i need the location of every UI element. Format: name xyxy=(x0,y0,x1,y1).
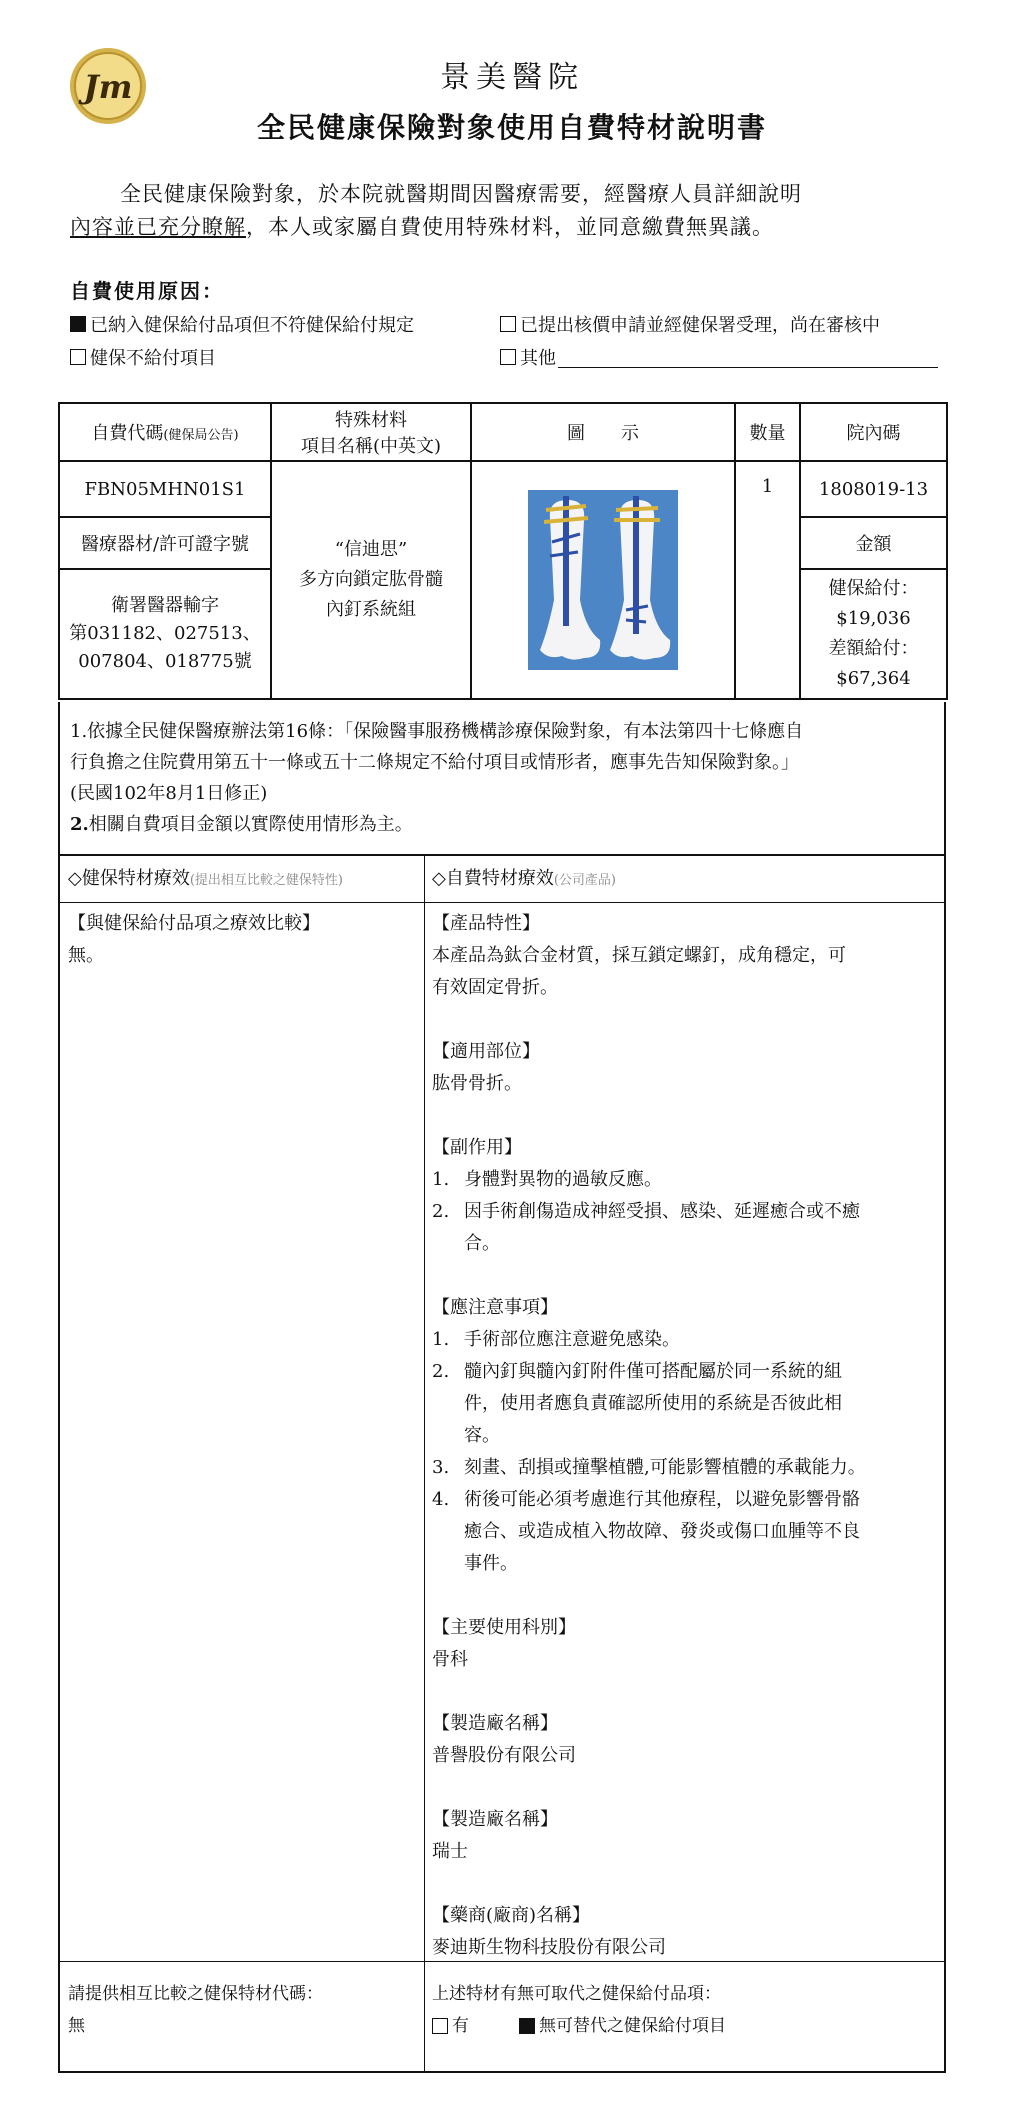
header-code: 自費代碼(健保局公告) xyxy=(59,403,271,461)
material-name: “信迪思” 多方向鎖定肱骨髓 內釘系統組 xyxy=(271,461,471,699)
section-title: 【副作用】 xyxy=(432,1137,522,1158)
logo-text: Jm xyxy=(83,68,133,106)
section-title: 【主要使用科別】 xyxy=(432,1617,576,1638)
reason-option-label: 健保不給付項目 xyxy=(90,348,216,369)
efficacy-comparison-table xyxy=(58,854,946,2073)
material-table xyxy=(58,402,948,700)
other-blank-line[interactable] xyxy=(558,347,938,368)
intro-underlined: 內容並已充分瞭解 xyxy=(70,215,246,239)
reason-option-3[interactable] xyxy=(70,344,216,370)
nhi-efficacy-content: 【與健保給付品項之療效比較】 無。 xyxy=(68,913,320,966)
license-number: 衛署醫器輸字 第031182、027513、 007804、018775號 xyxy=(59,569,271,699)
reason-option-2[interactable] xyxy=(500,311,880,337)
column-divider xyxy=(424,856,425,2071)
note-line: 1.依據全民健保醫療辦法第16條：「保險醫事服務機構診療保險對象，有本法第四十七條應自 xyxy=(70,721,804,742)
checkbox[interactable] xyxy=(500,349,516,365)
self-pay-efficacy-header: ◇自費特材療效(公司產品) xyxy=(432,868,616,889)
quantity: 1 xyxy=(735,461,800,699)
self-pay-efficacy-content: 【產品特性】 本產品為鈦合金材質，採互鎖定螺釘，成角穩定，可 有效固定骨折。 【適用部位】 肱骨骨折。 【副作用】 1. 身體對異物的過敏反應。 2. 因手術創傷造成神經受損、感染、延遲癒合或不癒 合。 【應注意事項】 1. 手術部位應注意避免感染。 2. 髓內釘與髓內釘附件僅可搭配屬於同一系統的組 件，使用者應負責確認所使用的系統是否彼此相 容。 3. 刻畫、刮損或撞擊植體,可能影響植體的承載能力。 4. 術後可能必須考慮進行其他療程，以避免影響骨骼 癒合、或造成植入物故障、發炎或傷口血腫等不良 事件。 【主要使用科別】 骨科 【製造廠名稱】 普譽股份有限公司 【製造廠名稱】 瑞士 【藥商(廠商)名稱】 麥迪斯生物科技股份有限公司 xyxy=(432,908,938,1964)
license-label: 醫療器材/許可證字號 xyxy=(59,517,271,569)
option-yes-label: 有 xyxy=(452,2016,469,2036)
checkbox[interactable] xyxy=(500,316,516,332)
header-hospital-code: 院內碼 xyxy=(800,403,947,461)
section-title: 【產品特性】 xyxy=(432,913,540,934)
section-title: 【製造廠名稱】 xyxy=(432,1809,558,1830)
row-divider xyxy=(60,902,944,903)
hospital-name: 景美醫院 xyxy=(440,60,584,95)
section-title: 【適用部位】 xyxy=(432,1041,540,1062)
section-title: 【製造廠名稱】 xyxy=(432,1713,558,1734)
option-no-substitute-label: 無可替代之健保給付項目 xyxy=(539,2016,726,2036)
section-title: 【應注意事項】 xyxy=(432,1297,558,1318)
reasons-heading: 自費使用原因： xyxy=(70,279,224,303)
nhi-efficacy-header: ◇健保特材療效(提出相互比較之健保特性) xyxy=(68,868,343,889)
self-pay-code: FBN05MHN01S1 xyxy=(59,461,271,517)
implant-image xyxy=(471,461,735,699)
header-image: 圖 示 xyxy=(471,403,735,461)
hospital-code: 1808019-13 xyxy=(800,461,947,517)
checkbox-checked[interactable] xyxy=(70,316,86,332)
reason-option-label: 其他 xyxy=(520,348,556,369)
intro-rest: ，本人或家屬自費使用特殊材料，並同意繳費無異議。 xyxy=(246,215,774,239)
reason-option-4[interactable] xyxy=(500,344,938,370)
reason-option-label: 已提出核價申請並經健保署受理，尚在審核中 xyxy=(520,315,880,336)
regulation-note xyxy=(58,702,946,854)
document-title: 全民健康保險對象使用自費特材說明書 xyxy=(256,111,767,144)
intro-line-2 xyxy=(70,211,774,241)
humeral-nail-illustration xyxy=(528,490,678,670)
intro-line-1: 全民健康保險對象，於本院就醫期間因醫療需要，經醫療人員詳細說明 xyxy=(120,182,802,206)
header-qty: 數量 xyxy=(735,403,800,461)
note-line: 行負擔之住院費用第五十一條或五十二條規定不給付項目或情形者，應事先告知保險對象。」 xyxy=(70,752,799,773)
checkbox[interactable] xyxy=(70,349,86,365)
amount-label: 金額 xyxy=(800,517,947,569)
header-name: 特殊材料 項目名稱(中英文) xyxy=(271,403,471,461)
checkbox[interactable] xyxy=(432,2018,448,2034)
substitute-item-block: 上述特材有無可取代之健保給付品項： 有 無可替代之健保給付項目 xyxy=(432,1978,726,2042)
checkbox-checked[interactable] xyxy=(519,2018,535,2034)
note-line: 2.相關自費項目金額以實際使用情形為主。 xyxy=(70,814,413,835)
reason-option-label: 已納入健保給付品項但不符健保給付規定 xyxy=(90,315,414,336)
comparison-code-block: 請提供相互比較之健保特材代碼： 無 xyxy=(68,1984,323,2036)
section-title: 【藥商(廠商)名稱】 xyxy=(432,1905,591,1926)
amount-details: 健保給付： $19,036 差額給付： $67,364 xyxy=(800,569,947,699)
note-line: (民國102年8月1日修正) xyxy=(70,783,268,804)
reason-option-1[interactable] xyxy=(70,311,414,337)
